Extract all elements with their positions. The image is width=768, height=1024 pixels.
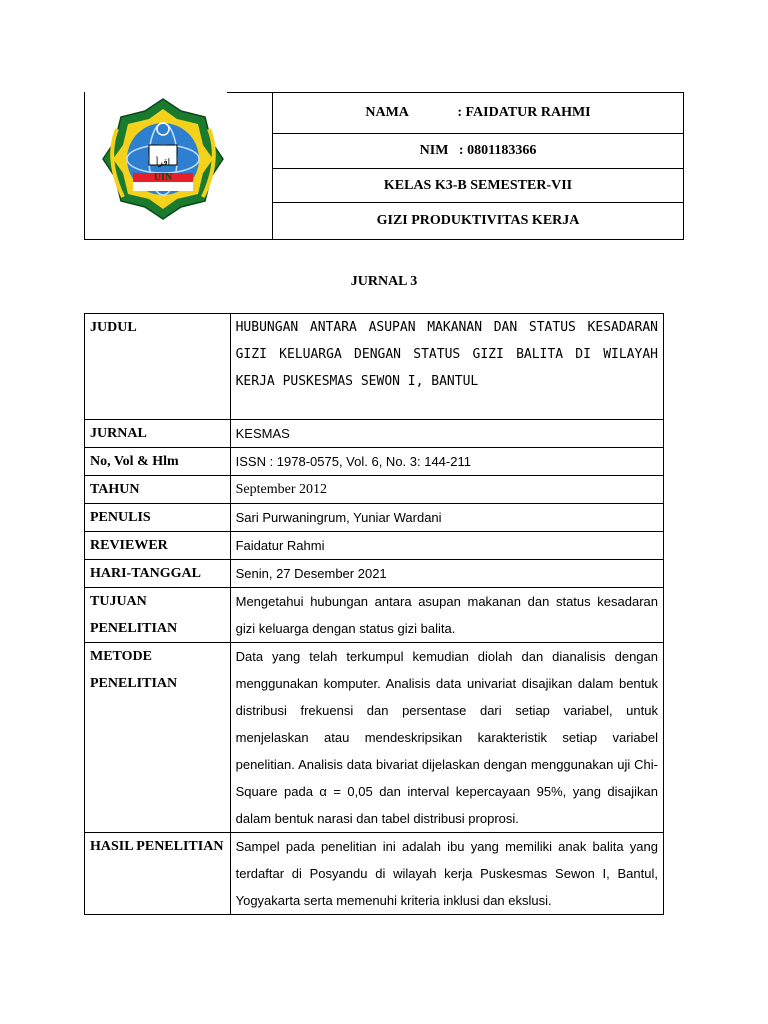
label-reviewer: REVIEWER (85, 532, 231, 560)
row-tahun (85, 476, 664, 504)
row-metode (85, 643, 664, 833)
journal-review-table (84, 313, 664, 915)
row-reviewer (85, 532, 664, 560)
label-jurnal: JURNAL (85, 420, 231, 448)
value-judul: HUBUNGAN ANTARA ASUPAN MAKANAN DAN STATUS KESADARAN GIZI KELUARGA DENGAN STATUS GIZI BALITA DI WILAYAH KERJA PUSKESMAS SEWON I, BANTUL (230, 314, 663, 420)
row-tujuan (85, 588, 664, 643)
kelas-row: KELAS K3-B SEMESTER-VII (273, 169, 683, 203)
value-reviewer: Faidatur Rahmi (230, 532, 663, 560)
value-jurnal: KESMAS (230, 420, 663, 448)
value-novol: ISSN : 1978-0575, Vol. 6, No. 3: 144-211 (230, 448, 663, 476)
row-judul (85, 314, 664, 420)
label-tujuan: TUJUAN PENELITIAN (85, 588, 231, 643)
value-hasil: Sampel pada penelitian ini adalah ibu yang memiliki anak balita yang terdaftar di Posyandu di wilayah kerja Puskesmas Sewon I, Bantul, Yogyakarta serta memenuhi kriteria inklusi dan ekslusi. (230, 833, 663, 915)
row-novol (85, 448, 664, 476)
label-judul: JUDUL (85, 314, 231, 420)
logo-text: UIN (153, 172, 173, 183)
label-metode: METODE PENELITIAN (85, 643, 231, 833)
label-novol: No, Vol & Hlm (85, 448, 231, 476)
value-metode: Data yang telah terkumpul kemudian diolah dan dianalisis dengan menggunakan komputer. Analisis data univariat disajikan dalam bentuk distribusi frekuensi dan persentase dari setiap variabel, untuk menjelaskan atau mendeskripsikan karakteristik setiap variabel penelitian. Analisis data bivariat dijelaskan dengan menggunakan uji Chi-Square pada α = 0,05 dan interval kepercayaan 95%, yang disajikan dalam bentuk narasi dan tabel distribusi proprosi. (230, 643, 663, 833)
uin-logo-icon (93, 93, 233, 223)
value-tahun: September 2012 (230, 476, 663, 504)
nama-row (273, 93, 683, 134)
row-penulis (85, 504, 664, 532)
logo-cell (85, 93, 273, 239)
label-hari: HARI-TANGGAL (85, 560, 231, 588)
mata-kuliah-row: GIZI PRODUKTIVITAS KERJA (376, 213, 580, 228)
row-hasil (85, 833, 664, 915)
label-tahun: TAHUN (85, 476, 231, 504)
nama-label: NAMA (365, 105, 409, 120)
value-penulis: Sari Purwaningrum, Yuniar Wardani (230, 504, 663, 532)
row-hari (85, 560, 664, 588)
row-jurnal (85, 420, 664, 448)
value-tujuan: Mengetahui hubungan antara asupan makanan dan status kesadaran gizi keluarga dengan status gizi balita. (230, 588, 663, 643)
value-hari: Senin, 27 Desember 2021 (230, 560, 663, 588)
label-penulis: PENULIS (85, 504, 231, 532)
logo-arabic: اقرأ (155, 157, 171, 167)
nama-value: : FAIDATUR RAHMI (457, 105, 591, 120)
label-hasil: HASIL PENELITIAN (85, 833, 231, 915)
identity-table (84, 92, 684, 240)
journal-title: JURNAL 3 (350, 274, 418, 289)
nim-row: NIM : 0801183366 (273, 134, 683, 169)
